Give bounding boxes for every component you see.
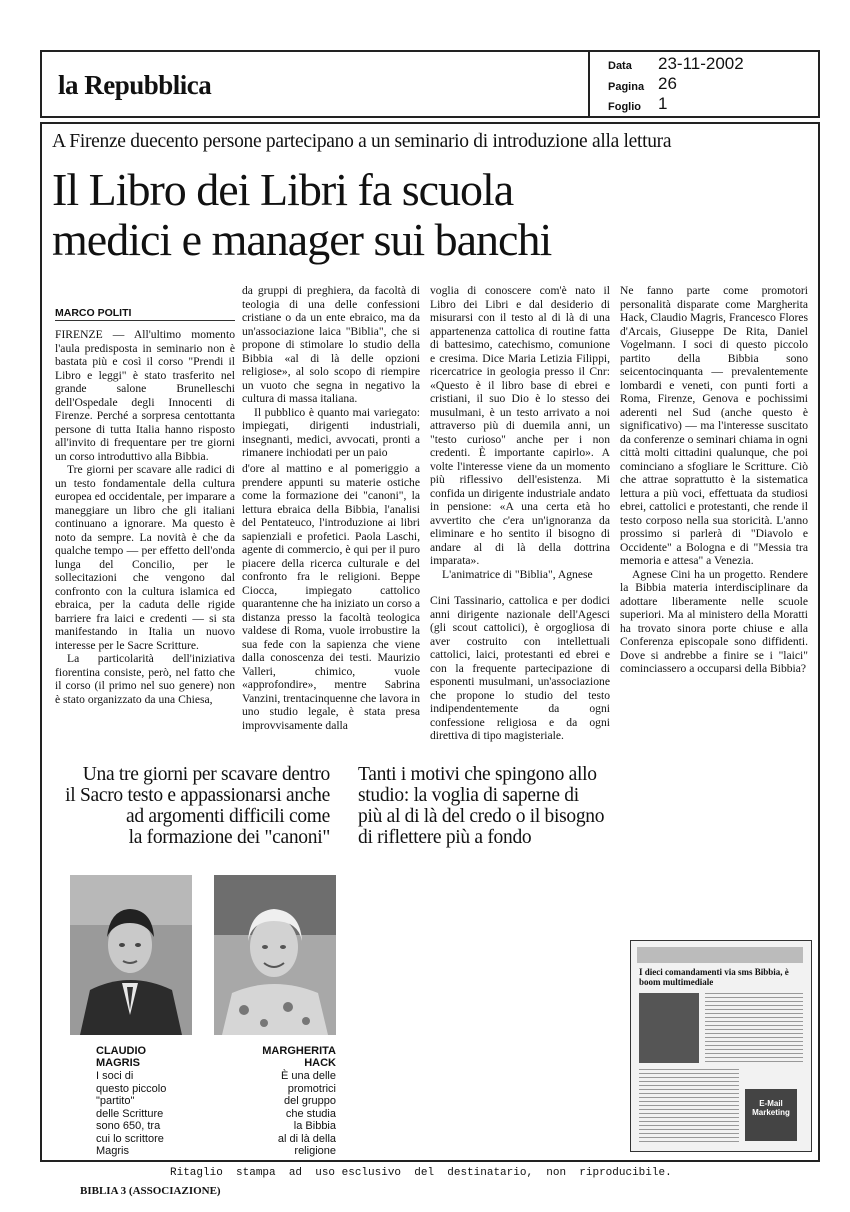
caption-text-magris bbox=[96, 1070, 166, 1158]
paragraph: Cini Tassinario, cattolica e per dodici anni dirigente nazionale dell'Agesci (gli scout cattolici), è orgogliosa di aver costruito con intellettuali cattolici, laici, protestanti ed ebrei e con la frequente partecipazione di esponenti musulmani, un'associazione che propone lo studio del testo indipendentemente da ogni confessione religiosa e da ogni direttiva di tipo magisteriale. bbox=[430, 594, 610, 742]
portrait-woman-image bbox=[214, 875, 336, 1035]
headline-line-2: medici e manager sui banchi bbox=[52, 214, 552, 265]
caption-name-line: MAGRIS bbox=[96, 1057, 140, 1069]
pull-quote-line: più al di là del credo o il bisogno bbox=[358, 806, 605, 827]
thumbnail-masthead bbox=[637, 947, 803, 963]
caption-line: cui lo scrittore bbox=[96, 1132, 164, 1145]
paragraph: Agnese Cini ha un progetto. Rendere la Bibbia materia interdisciplinare da adottare liberamente nelle scuole superiori. Ma al ministero della Moratti ha trovato sinora porte chiuse e alla Conferenza episcopale sono diffidenti. Dove si andrebbe a finire se i "laici" cominciassero a occuparsi della Bibbia? bbox=[620, 567, 808, 675]
paragraph: Tre giorni per scavare alle radici di un testo fondamentale della cultura europea ed occidentale, per imparare a maneggiare un libro che gli italiani continuano a ignorare. Ma questo è noto da sempre. La novità è che da qualche tempo — per effetto dell'onda lunga del Concilio, per le sollecitazioni che vengono dal confronto con la cultura islamica ed ebraica, per la caduta delle rigide barriere fra laici e credenti — si sta manifestando in Italia un nuovo interesse per le Sacre Scritture. bbox=[55, 463, 235, 652]
caption-line: questo piccolo bbox=[96, 1082, 167, 1095]
article-column-3-bottom bbox=[430, 594, 610, 742]
article-headline bbox=[52, 165, 812, 265]
caption-name-line: MARGHERITA bbox=[262, 1045, 336, 1057]
caption-line: I soci di bbox=[96, 1070, 134, 1082]
byline: MARCO POLITI bbox=[55, 307, 132, 319]
caption-line: promotrici bbox=[287, 1082, 336, 1095]
caption-name-line: HACK bbox=[304, 1057, 336, 1069]
article-column-3-top bbox=[430, 284, 610, 581]
paragraph: L'animatrice di "Biblia", Agnese bbox=[442, 567, 593, 581]
caption-name-magris bbox=[96, 1045, 146, 1069]
pull-quote-line: il Sacro testo e appassionarsi anche bbox=[65, 785, 330, 806]
thumbnail-text-block bbox=[639, 1069, 739, 1144]
pull-quote-2 bbox=[358, 764, 638, 848]
caption-line: che studia bbox=[285, 1107, 336, 1120]
headline-line-1: Il Libro dei Libri fa scuola bbox=[52, 164, 514, 215]
date-label: Data bbox=[608, 60, 632, 72]
article-column-2-bottom bbox=[242, 462, 421, 732]
caption-text-hack bbox=[240, 1070, 336, 1158]
paragraph: da gruppi di preghiera, da facoltà di teologia di una delle confessioni cristiane o da un ente ebraico, ma da un'associazione laica "Biblia", che si propone di stimolare lo studio della Bibbia «al di là delle opzioni religiose», al solo scopo di riempire un vuoto che segna in negativo la cultura di massa italiana. bbox=[242, 284, 420, 405]
article-column-1 bbox=[55, 328, 235, 723]
paragraph: Ne fanno parte come promotori personalità disparate come Margherita Hack, Claudio Magris, Francesco Flores d'Arcais, Giuseppe De Rita, Daniel Vogelmann. I soci di questo piccolo partito della Bibbia sono seicentocinquanta — prevalentemente lombardi e veneti, con punti forti a Roma, Firenze, Genova e pochissimi aderenti nel Sud (anche questo è significativo) — ma l'interesse suscitato da conferenze o seminari chiama in ogni città molti cittadini qualunque, che poi cominciano a sfogliare le Scritture. Ciò che attrae soprattutto è la sistematica lettura a più voci, effettuata da studiosi ebrei, cattolici e protestanti, che rende il testo corposo nella sua storicità. L'anno prossimo si parlerà di "Diavolo e Occidente" a Bologna e di "Messia tra memoria e attesa" a Venezia. bbox=[620, 284, 808, 567]
caption-name-hack bbox=[240, 1045, 336, 1069]
pull-quote-line: di riflettere più a fondo bbox=[358, 827, 532, 848]
article-column-2-top bbox=[242, 284, 420, 464]
pull-quote-1 bbox=[60, 764, 330, 848]
reproduction-notice: Ritaglio stampa ad uso esclusivo del destinatario, non riproducibile. bbox=[170, 1167, 672, 1179]
date-value: 23-11-2002 bbox=[658, 54, 744, 73]
byline-rule bbox=[55, 320, 235, 321]
pull-quote-line: Tanti i motivi che spingono allo bbox=[358, 764, 597, 785]
caption-line: È una delle bbox=[280, 1070, 336, 1082]
pull-quote-line: studio: la voglia di saperne di bbox=[358, 785, 579, 806]
thumbnail-headline: I dieci comandamenti via sms Bibbia, è boom multimediale bbox=[639, 967, 789, 987]
paragraph: voglia di conoscere com'è nato il Libro dei Libri e dal desiderio di misurarsi con il testo al di là di una appartenenza cattolica di routine fatta di battesimo, catechismo, comunione e cresima. Dice Maria Letizia Filippi, ricercatrice in geologia presso il Cnr: «Questo è il libro base di ebrei e cristiani, il suo Dio è lo stesso dei musulmani, è un testo arrivato a noi attraverso più di duemila anni, un "testo curioso" anche per i non credenti. È importante capirlo». A volte l'interesse viene da un momento più riflessivo dell'esistenza. Mi confida un dirigente industriale andato in pensione: «A una certa età ho avvertito che c'era un'ignoranza da eliminare e ho sentito il bisogno di andare al di là della dottrina imparata». bbox=[430, 284, 610, 567]
caption-line: la Bibbia bbox=[293, 1120, 336, 1132]
caption-line: sono 650, tra bbox=[96, 1120, 161, 1132]
clipping-source: BIBLIA 3 (ASSOCIAZIONE) bbox=[80, 1185, 221, 1197]
page-value: 26 bbox=[658, 74, 677, 93]
article-kicker: A Firenze duecento persone partecipano a un seminario di introduzione alla lettura bbox=[52, 131, 672, 152]
publication-logo: la Repubblica bbox=[58, 70, 212, 100]
caption-name-line: CLAUDIO bbox=[96, 1045, 147, 1057]
caption-line: religione bbox=[294, 1145, 336, 1157]
thumbnail-text-block bbox=[705, 993, 803, 1063]
sheet-label: Foglio bbox=[608, 101, 641, 113]
caption-line: delle Scritture bbox=[96, 1107, 164, 1120]
article-column-4 bbox=[620, 284, 808, 756]
page-thumbnail bbox=[630, 940, 812, 1152]
caption-line: Magris bbox=[96, 1145, 130, 1157]
portrait-man-image bbox=[70, 875, 192, 1035]
thumbnail-ad-box: E-Mail Marketing bbox=[745, 1089, 797, 1141]
page-label: Pagina bbox=[608, 81, 645, 93]
caption-line: "partito" bbox=[96, 1095, 135, 1107]
paragraph: FIRENZE — All'ultimo momento l'aula predisposta in seminario non è bastata più e così il corso "Prendi il Libro e leggi" è stato trasferito nel grande salone Brunelleschi dell'Ospedale degli Innocenti di Firenze. Perché a sorpresa centottanta persone di tutta Italia hanno risposto all'invito di frequentare per tre giorni un corso introduttivo alla Bibbia. bbox=[55, 328, 235, 463]
caption-line: del gruppo bbox=[284, 1095, 336, 1107]
paragraph: Il pubblico è quanto mai variegato: impiegati, dirigenti industriali, insegnanti, medici, avvocati, pronti a rimanere inchiodati per un paio bbox=[242, 405, 420, 459]
paragraph: La particolarità dell'iniziativa fiorentina consiste, però, nel fatto che il corso (il primo nel suo genere) non è stato organizzato da una Chiesa, bbox=[55, 652, 235, 706]
photo-margherita-hack bbox=[214, 875, 336, 1035]
pull-quote-line: ad argomenti difficili come bbox=[126, 806, 330, 827]
sheet-value: 1 bbox=[658, 94, 668, 113]
paragraph: d'ore al mattino e al pomeriggio a prendere appunti su materie ostiche come la formazione dei "canoni", la lettura ebraica della Bibbia, l'analisi del Pentateuco, l'introduzione ai libri sapienziali e profetici. Paola Laschi, agente di commercio, è qui per il puro piacere della ricerca culturale e del confronto fra le religioni. Beppe Ciocca, impiegato cattolico quarantenne che ha iniziato un corso a distanza presso la facoltà teologica valdese di Roma, vuole irrobustire la sua fede con la sapienza che viene dalla conoscenza dei testi. Maurizio Valleri, chimico, vuole «approfondire», mentre Sabrina Vanzini, trentacinquenne che lavora in uno studio legale, è stata presa improvvisamente dalla bbox=[242, 462, 421, 732]
thumbnail-image bbox=[639, 993, 699, 1063]
pull-quote-line: Una tre giorni per scavare dentro bbox=[82, 764, 330, 785]
photo-claudio-magris bbox=[70, 875, 192, 1035]
header-divider bbox=[588, 50, 590, 118]
pull-quote-line: la formazione dei "canoni" bbox=[128, 827, 330, 848]
caption-line: al di là della bbox=[277, 1132, 336, 1145]
